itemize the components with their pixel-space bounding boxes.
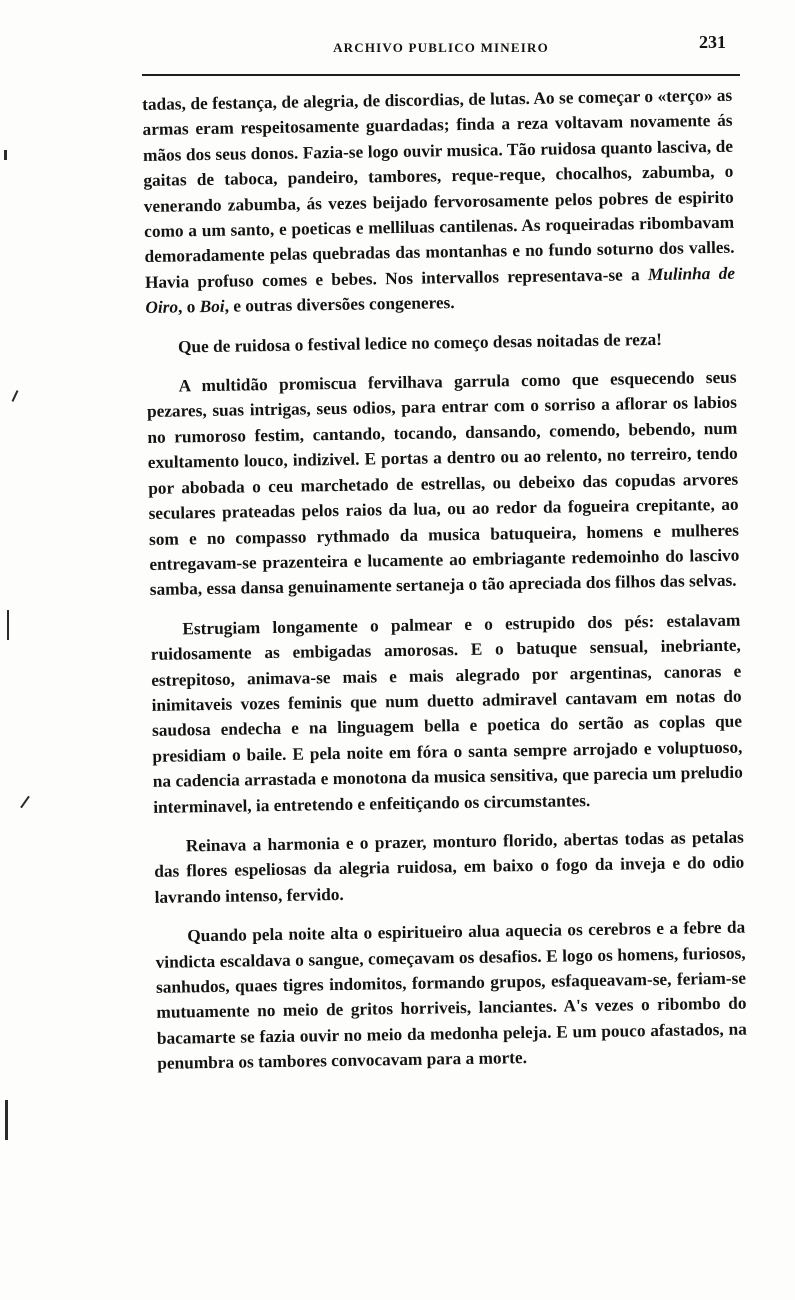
running-title: ARCHIVO PUBLICO MINEIRO (333, 40, 549, 55)
paragraph-2-text: Que de ruidosa o festival ledice no começo desas noitadas de reza! (177, 329, 663, 357)
paragraph-4 (150, 607, 743, 819)
running-head (142, 30, 740, 76)
paragraph-5-text: Reinava a harmonia e o prazer, monturo florido, abertas todas as petalas das flores espeliosas da alegria ruidosa, em baixo o fogo da inveja e do odio lavrando intenso, fervido. (154, 827, 745, 907)
paragraph-1 (142, 83, 736, 321)
paragraph-1-text-3: , e outras diversões congeneres. (224, 293, 455, 316)
play-title-boi: Boi (199, 296, 225, 317)
body-text (142, 83, 748, 1091)
margin-speck-3 (7, 610, 9, 640)
page-number: 231 (699, 32, 726, 52)
margin-speck-2 (12, 390, 19, 402)
play-title-mulinha: Mulinha de Oiro (145, 263, 736, 318)
paragraph-5 (154, 825, 745, 910)
paragraph-1-text-2: , o (177, 297, 200, 317)
margin-speck-4 (20, 796, 30, 809)
paragraph-3-text: A multidão promiscua fervilhava garrula como que esquecendo seus pezares, suas intrigas, seus odios, para entrar com o sorriso a aflorar os labios no rumoroso festim, cantando, tocando, dansando, comendo, bebendo, num exultamento louco, indizivel. E portas a dentro ou ao relento, no terreiro, tendo por abobada o ceu marchetado de estrellas, ou debeixo das copudas arvores seculares prateadas pelos raios da lua, ou ao redor da fogueira crepitante, ao som e no compasso rythmado da musica batuqueira, homens e mulheres entregavam-se prazenteira e lucamente ao embriagante redemoinho do lascivo samba, essa dansa genuinamente sertaneja o tão apreciada dos filhos das selvas. (146, 367, 740, 600)
margin-speck-5 (5, 1100, 8, 1140)
paragraph-4-text: Estrugiam longamente o palmear e o estrupido dos pés: estalavam ruidosamente as embigadas amorosas. E o batuque sensual, inebriante, estrepitoso, animava-se mais e mais alegrado por argentinas, canoras e inimitaveis vozes feminis que num duetto admiravel cantavam em notas do saudosa endecha e na linguagem bella e poetica do sertão as coplas que presidiam o baile. E pela noite em fóra o santa sempre arrojado e voluptuoso, na cadencia arrastada e monotona da musica sensitiva, que parecia um preludio interminavel, ia entretendo e enfeitiçando os circumstantes. (150, 610, 743, 817)
paragraph-6 (155, 915, 747, 1077)
paragraph-3 (146, 365, 740, 603)
paragraph-2 (146, 325, 736, 360)
paragraph-1-text: tadas, de festança, de alegria, de discordias, de lutas. Ao se começar o «terço» as armas eram respeitosamente guardadas; finda a reza voltavam novamente ás mãos dos seus donos. Fazia-se logo ouvir musica. Tão ruidosa quanto lasciva, de gaitas de taboca, pandeiro, tambores, reque-reque, chocalhos, zabumba, o venerando zabumba, ás vezes beijado fervorosamente pelos pobres de espirito como a um santo, e poeticas e melliluas cantilenas. As roqueiradas ribombavam demoradamente pelas quebradas das montanhas e no fundo soturno dos valles. Havia profuso comes e bebes. Nos intervallos representava-se a (142, 85, 735, 292)
paragraph-6-text: Quando pela noite alta o espiritueiro alua aquecia os cerebros e a febre da vindicta escaldava o sangue, começavam os desafios. E logo os homens, furiosos, sanhudos, quaes tigres indomitos, formando grupos, esfaqueavam-se, feriam-se mutuamente no meio de gritos horriveis, lanciantes. A's vezes o ribombo do bacamarte se fazia ouvir no meio da medonha peleja. E um pouco afastados, na penumbra os tambores convocavam para a morte. (155, 917, 747, 1074)
margin-speck-1 (4, 150, 7, 160)
